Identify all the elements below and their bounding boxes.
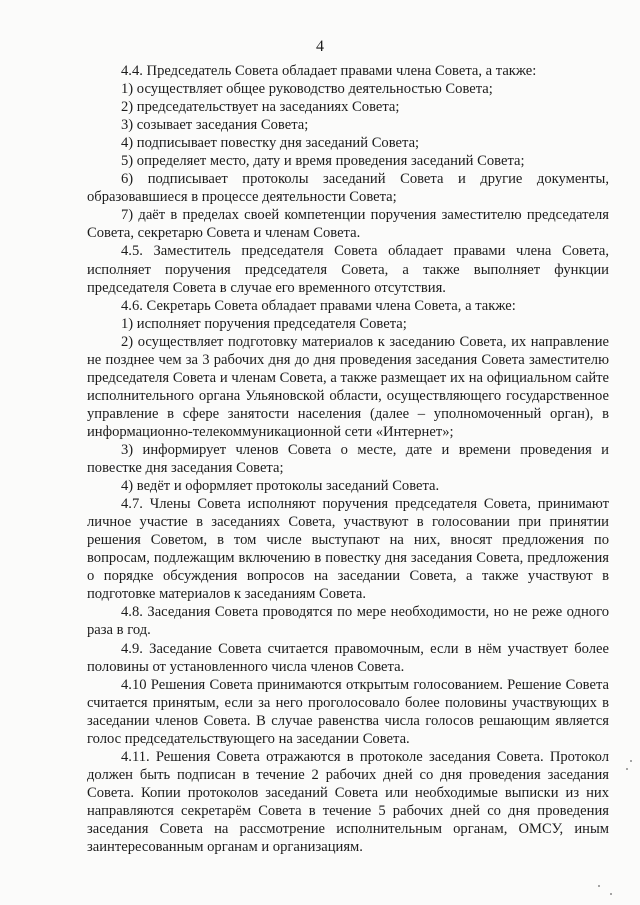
list-item: 5) определяет место, дату и время проведения заседаний Совета; (121, 153, 525, 170)
list-item: 2) председательствует на заседаниях Совета; (121, 99, 400, 116)
list-item: 6) подписывает протоколы заседаний Совета и другие документы, образовавшиеся в процессе деятельности Совета; (87, 171, 609, 206)
list-item: 2) осуществляет подготовку материалов к заседанию Совета, их направление не позднее чем за 3 рабочих дня до дня проведения заседания Совета заместителю председателя Совета и членам Совета, а также размещает их на официальном сайте исполнительного органа Ульяновской области, осуществляющего государственное управление в сфере занятости населения (далее – уполномоченный орган), в информационно-телекоммуникационной сети «Интернет»; (87, 333, 609, 440)
list-item: 3) информирует членов Совета о месте, дате и времени проведения и повестке дня заседания Совета; (87, 441, 609, 477)
paragraph-4-9: 4.9. Заседание Совета считается правомочным, если в нём участвует более половины от установленного числа членов Совета. (87, 640, 609, 675)
paragraph-4-7: 4.7. Члены Совета исполняют поручения председателя Совета, принимают личное участие в заседаниях Совета, участвуют в голосовании при принятии решения Советом, в том числе выступают на них, вносят предложения по вопросам, подлежащим включению в повестку дня заседания Совета, предложения о порядке обсуждения вопросов на заседании Совета, а также участвуют в подготовке материалов к заседаниям Совета. (87, 496, 609, 603)
list-item: 7) даёт в пределах своей компетенции поручения заместителю председателя Совета, секретарю Совета и членам Совета. (87, 207, 609, 242)
scan-speck (610, 893, 612, 895)
paragraph-4-10: 4.10 Решения Совета принимаются открытым голосованием. Решение Совета считается принятым, если за него проголосовало более половины участвующих в заседании членов Совета. В случае равенства числа голосов решающим является голос председательствующего на заседании Совета. (87, 676, 609, 747)
list-item: 1) осуществляет общее руководство деятельностью Совета; (121, 81, 493, 98)
document-body (87, 62, 609, 856)
scan-speck (626, 768, 628, 770)
paragraph-4-11: 4.11. Решения Совета отражаются в протоколе заседания Совета. Протокол должен быть подписан в течение 2 рабочих дней со дня проведения заседания Совета. Копии протоколов заседаний Совета или необходимые выписки из них направляются секретарём Совета в течение 5 рабочих дней со дня проведения заседания Совета на рассмотрение исполнительным органам, ОМСУ, иным заинтересованным органам и организациям. (87, 748, 609, 856)
list-item: 1) исполняет поручения председателя Совета; (121, 315, 407, 332)
scan-speck (630, 760, 632, 762)
paragraph-4-4: 4.4. Председатель Совета обладает правами члена Совета, а также: (121, 63, 537, 79)
paragraph-4-8: 4.8. Заседания Совета проводятся по мере необходимости, но не реже одного раза в год. (87, 604, 609, 639)
list-item: 4) подписывает повестку дня заседаний Совета; (121, 135, 420, 152)
page-number: 4 (316, 38, 324, 55)
scan-speck (598, 885, 600, 887)
paragraph-4-6: 4.6. Секретарь Совета обладает правами члена Совета, а также: (121, 297, 516, 314)
paragraph-4-5: 4.5. Заместитель председателя Совета обладает правами члена Совета, исполняет поручения председателя Совета, а также выполняет функции председателя Совета в случае его временного отсутствия. (87, 243, 609, 296)
list-item: 3) созывает заседания Совета; (121, 117, 309, 134)
list-item: 4) ведёт и оформляет протоколы заседаний Совета. (121, 478, 440, 495)
